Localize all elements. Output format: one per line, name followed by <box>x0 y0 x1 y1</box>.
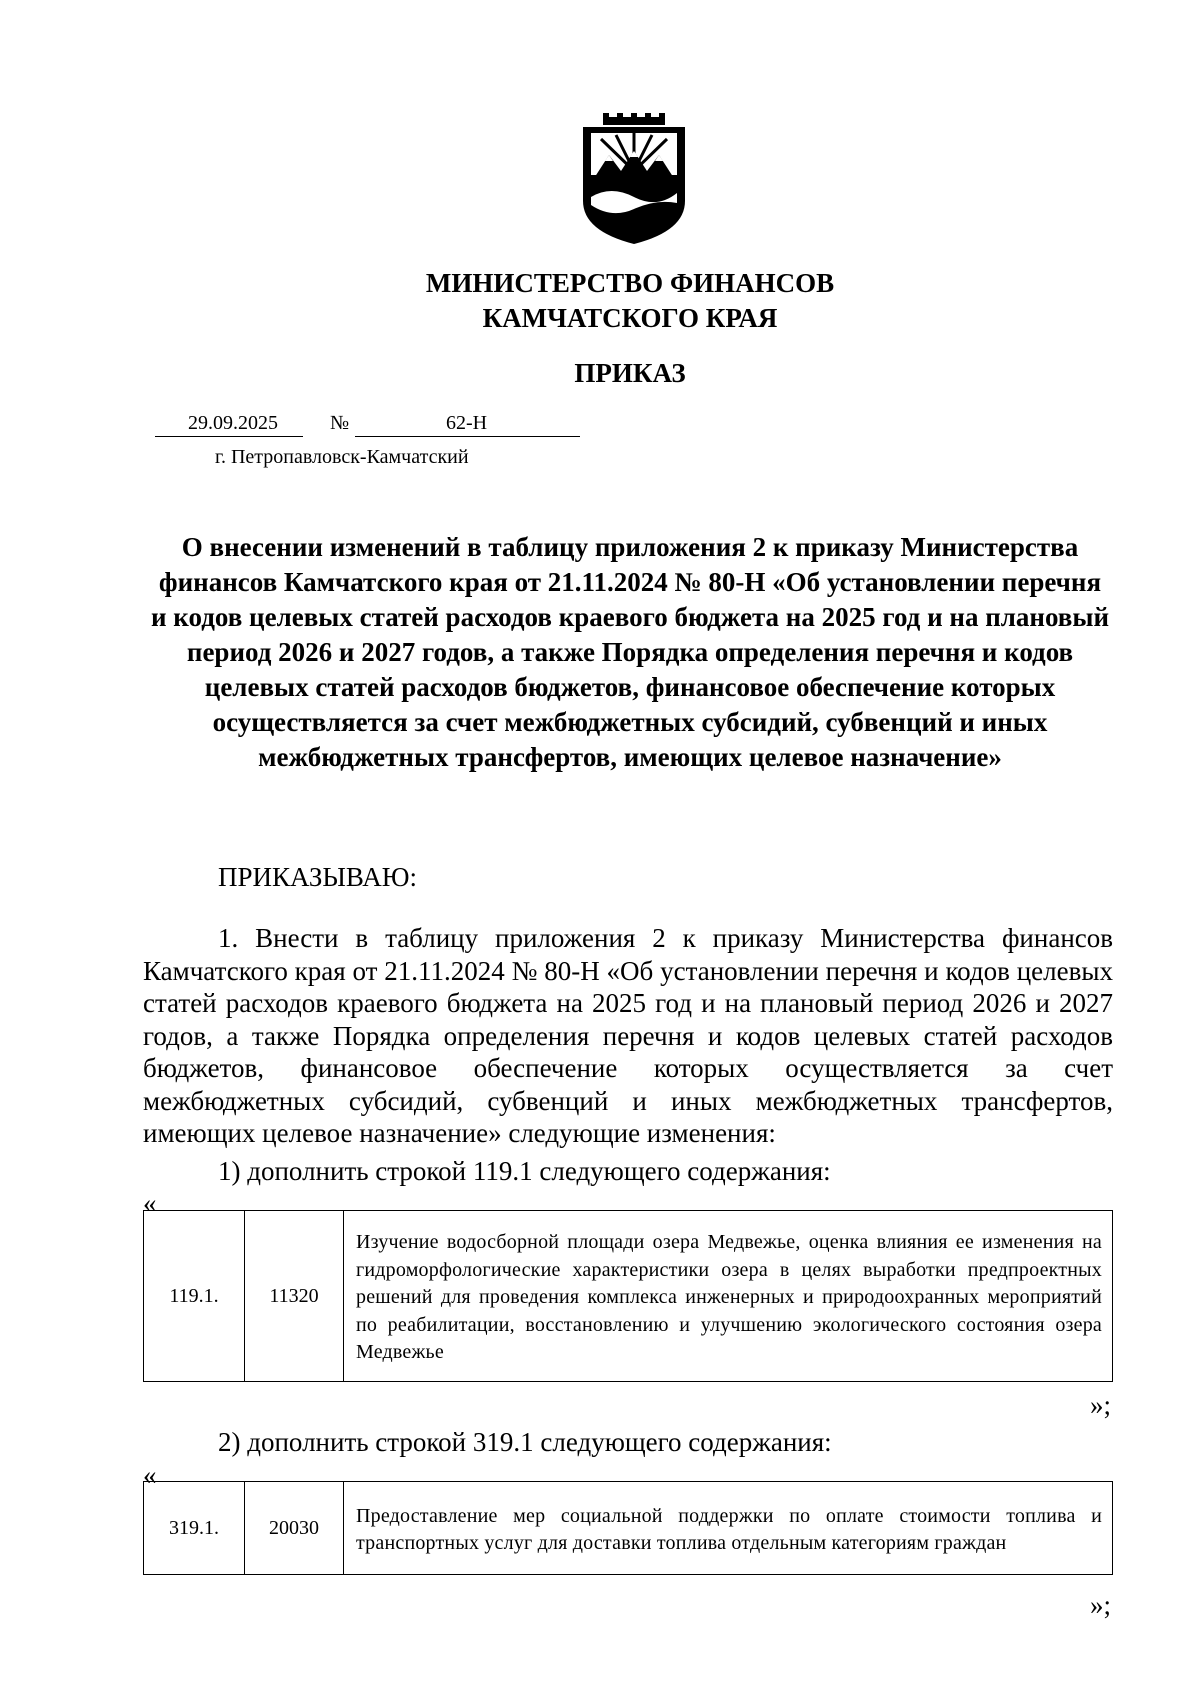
order-number: 62-Н <box>446 412 488 434</box>
quote-open-2: « <box>143 1460 157 1490</box>
quote-close-2: »; <box>1090 1590 1112 1620</box>
description-cell: Предоставление мер социальной поддержки по оплате стоимости топлива и транспортных услуг для доставки топлива отдельным категориям граждан <box>344 1482 1113 1575</box>
amendment-table-2 <box>143 1481 1113 1575</box>
quote-open-1: « <box>143 1188 157 1218</box>
row-number-cell: 119.1. <box>144 1211 245 1382</box>
amendment-table-1 <box>143 1210 1113 1382</box>
city: г. Петропавловск-Камчатский <box>215 446 469 468</box>
item-1: 1) дополнить строкой 119.1 следующего содержания: <box>218 1156 831 1186</box>
table-row <box>144 1482 1113 1575</box>
ministry-name <box>0 266 1200 336</box>
row-number-cell: 319.1. <box>144 1482 245 1575</box>
ministry-line-2: КАМЧАТСКОГО КРАЯ <box>482 303 778 333</box>
item-2: 2) дополнить строкой 319.1 следующего содержания: <box>218 1427 832 1457</box>
document-type: ПРИКАЗ <box>574 358 686 388</box>
table-row <box>144 1211 1113 1382</box>
ministry-line-1: МИНИСТЕРСТВО ФИНАНСОВ <box>425 268 835 298</box>
code-cell: 20030 <box>245 1482 344 1575</box>
quote-close-1: »; <box>1090 1390 1112 1420</box>
date-number-line <box>0 412 1200 438</box>
order-word: ПРИКАЗЫВАЮ: <box>218 862 417 892</box>
code-cell: 11320 <box>245 1211 344 1382</box>
order-subject: О внесении изменений в таблицу приложения 2 к приказу Министерства финансов Камчатского края от 21.11.2024 № 80-Н «Об установлении перечня и кодов целевых статей расходов краевого бюджета на 2025 год и на плановый период 2026 и 2027 годов, а также Порядка определения перечня и кодов целевых статей расходов бюджетов, финансовое обеспечение которых осуществляется за счет межбюджетных субсидий, субвенций и иных межбюджетных трансфертов, имеющих целевое назначение» <box>151 532 1109 772</box>
order-date: 29.09.2025 <box>188 412 278 434</box>
number-sign: № <box>330 412 350 434</box>
kamchatka-coat-of-arms-icon <box>581 113 687 245</box>
paragraph-1: 1. Внести в таблицу приложения 2 к приказу Министерства финансов Камчатского края от 21.11.2024 № 80-Н «Об установлении перечня и кодов целевых статей расходов краевого бюджета на 2025 год и на плановый период 2026 и 2027 годов, а также Порядка определения перечня и кодов целевых статей расходов бюджетов, финансовое обеспечение которых осуществляется за счет межбюджетных субсидий, субвенций и иных межбюджетных трансфертов, имеющих целевое назначение» следующие изменения: <box>143 923 1113 1148</box>
description-cell: Изучение водосборной площади озера Медвежье, оценка влияния ее изменения на гидроморфологические характеристики озера в целях выработки предпроектных решений для проведения комплекса инженерных и природоохранных мероприятий по реабилитации, восстановлению и улучшению экологического состояния озера Медвежье <box>344 1211 1113 1382</box>
